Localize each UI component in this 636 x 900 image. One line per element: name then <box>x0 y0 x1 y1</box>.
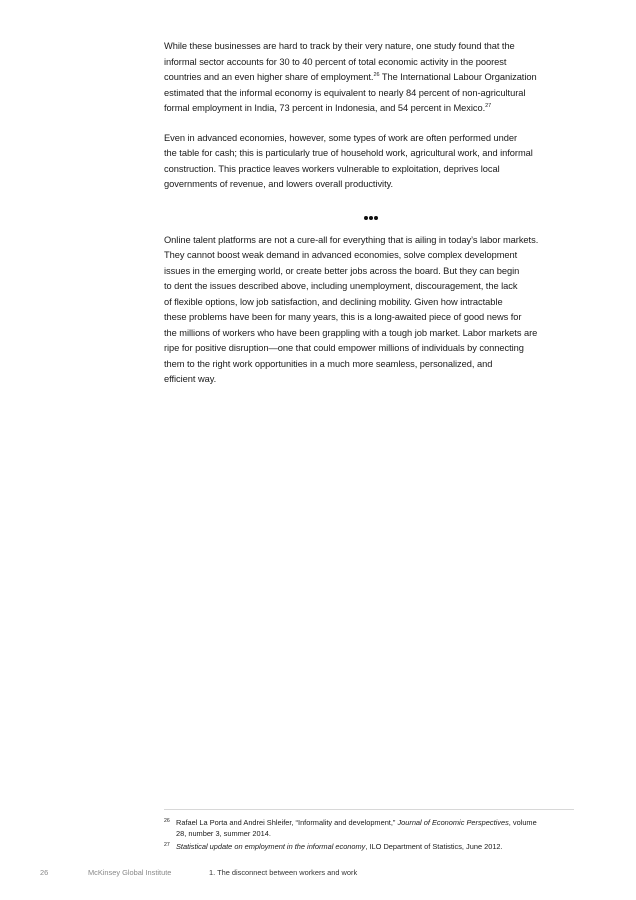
footnote-line <box>176 841 574 852</box>
text-line: the millions of workers who have been grappling with a tough job market. Labor markets are <box>164 327 538 338</box>
text-fragment: countries and an even higher share of employment. <box>164 72 374 82</box>
footnote-text: , ILO Department of Statistics, June 2012. <box>365 842 503 851</box>
footnote-divider <box>164 809 574 810</box>
chapter-title: 1. The disconnect between workers and work <box>209 868 358 877</box>
text-line: efficient way. <box>164 374 217 384</box>
text-line: ripe for positive disruption—one that could empower millions of individuals by connecting <box>164 343 524 353</box>
text-line: of flexible options, low job satisfaction, and declining mobility. Given how intractable <box>164 296 503 307</box>
publisher-name: McKinsey Global Institute <box>88 868 172 877</box>
paragraph-advanced-economies <box>164 131 574 193</box>
paragraph-informal-sector <box>164 39 574 117</box>
text-line <box>164 101 574 117</box>
text-line <box>164 70 574 86</box>
text-line: to dent the issues described above, including unemployment, discouragement, the lack <box>164 281 518 291</box>
text-line: informal sector accounts for 30 to 40 percent of total economic activity in the poorest <box>164 56 507 67</box>
footnote-journal-title: Journal of Economic Perspectives <box>397 818 509 827</box>
text-line: construction. This practice leaves workers vulnerable to exploitation, deprives local <box>164 163 500 174</box>
text-line: Even in advanced economies, however, some types of work are often performed under <box>164 132 518 143</box>
text-line: They cannot boost weak demand in advanced economies, solve complex development <box>164 250 518 260</box>
footnote-ref-26[interactable]: 26 <box>373 72 380 78</box>
text-line: issues in the emerging world, or create better jobs across the board. But they can begin <box>164 265 520 276</box>
body-text <box>164 39 574 402</box>
text-line: While these businesses are hard to track by their very nature, one study found that the <box>164 41 515 51</box>
footnote-number: 27 <box>164 842 170 848</box>
separator-dot-icon <box>369 216 373 220</box>
paragraph-online-talent-platforms <box>164 233 574 388</box>
footnote-26 <box>164 817 574 839</box>
text-line: the table for cash; this is particularly true of household work, agricultural work, and informal <box>164 148 533 158</box>
footnote-text: Rafael La Porta and Andrei Shleifer, “Informality and development,” <box>176 818 398 827</box>
footnote-publication-title: Statistical update on employment in the informal economy <box>176 842 366 851</box>
text-line: governments of revenue, and lowers overall productivity. <box>164 179 394 189</box>
footnote-line <box>176 817 574 828</box>
text-line: these problems have been for many years, this is a long-awaited piece of good news for <box>164 312 522 322</box>
page-number: 26 <box>40 868 49 877</box>
text-fragment: formal employment in India, 73 percent in Indonesia, and 54 percent in Mexico. <box>164 103 486 113</box>
footnotes <box>164 817 574 854</box>
section-separator <box>164 207 574 219</box>
footnote-text: , volume <box>508 818 537 827</box>
text-line: Online talent platforms are not a cure-all for everything that is ailing in today’s labor markets. <box>164 234 539 245</box>
separator-dot-icon <box>364 216 368 220</box>
text-line: estimated that the informal economy is equivalent to nearly 84 percent of non-agricultural <box>164 87 526 98</box>
text-line: them to the right work opportunities in a much more seamless, personalized, and <box>164 358 493 369</box>
footnote-ref-27[interactable]: 27 <box>485 103 492 109</box>
footnote-line: 28, number 3, summer 2014. <box>176 829 271 838</box>
text-fragment: The International Labour Organization <box>379 72 537 82</box>
footnote-27 <box>164 841 574 852</box>
footnote-number: 26 <box>164 818 170 824</box>
separator-dot-icon <box>374 216 378 220</box>
